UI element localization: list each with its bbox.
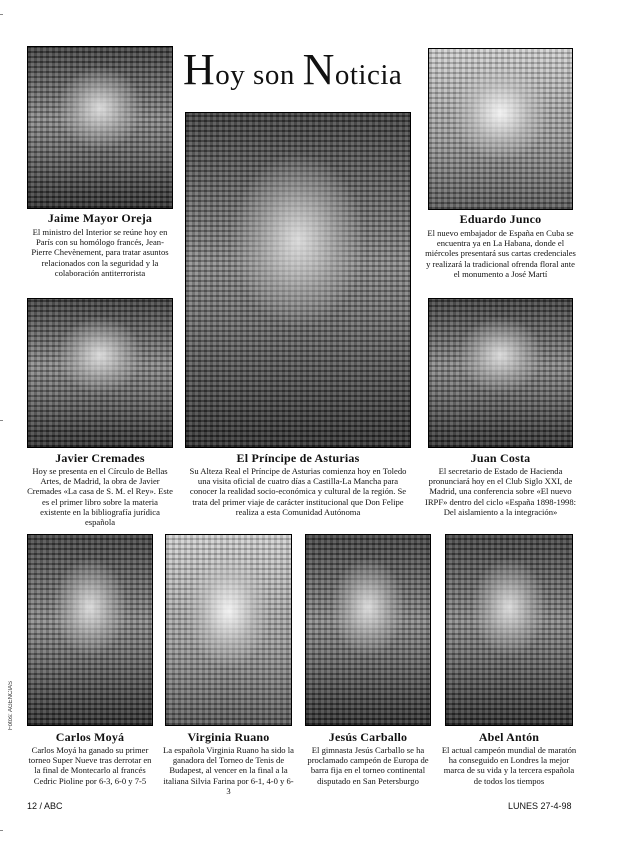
photo-anton — [445, 534, 573, 726]
section-title — [183, 46, 417, 94]
name-costa: Juan Costa — [470, 451, 531, 465]
caption-anton: El actual campeón mundial de maratón ha conseguido en Londres la mejor marca de su vida y la tercera española de todos los tiempos — [441, 745, 577, 786]
name-moya: Carlos Moyá — [55, 730, 125, 744]
caption-ruano: La española Virginia Ruano ha sido la ganadora del Torneo de Tenis de Budapest, al vencer en la final a la italiana Silvia Farina por 6-1, 4-0 y 6-3 — [163, 745, 294, 796]
edge-mark-top — [0, 14, 3, 15]
photo-carballo — [305, 534, 431, 726]
name-mayor-oreja: Jaime Mayor Oreja — [47, 211, 153, 225]
name-carballo: Jesús Carballo — [328, 730, 408, 744]
edge-mark-bottom — [0, 830, 3, 831]
name-principe-asturias: El Príncipe de Asturias — [236, 451, 360, 465]
caption-mayor-oreja: El ministro del Interior se reúne hoy en París con su homólogo francés, Jean-Pierre Chevènement, para tratar asuntos relacionados con la seguridad y la colaboración antiterrorista — [31, 227, 169, 278]
title-part-2: oticia — [334, 59, 403, 91]
photo-moya — [27, 534, 153, 726]
photo-junco — [428, 48, 573, 210]
name-anton: Abel Antón — [478, 730, 540, 744]
caption-cremades: Hoy se presenta en el Círculo de Bellas Artes, de Madrid, la obra de Javier Cremades «La casa de S. M. el Rey». Este es el primer libro sobre la materia existente en la bibliografía jurídica española — [27, 466, 173, 528]
photo-costa — [428, 298, 573, 448]
name-junco: Eduardo Junco — [459, 212, 542, 226]
caption-moya: Carlos Moyá ha ganado su primer torneo Super Nueve tras derrotar en la final de Montecarlo al francés Cedric Pioline por 6-3, 6-0 y 7-5 — [28, 745, 152, 786]
title-part-1: oy son — [215, 59, 303, 91]
photo-mayor-oreja — [27, 46, 173, 209]
name-ruano: Virginia Ruano — [187, 730, 270, 744]
photo-principe-asturias — [185, 112, 411, 448]
edge-mark-mid — [0, 420, 3, 421]
caption-costa: El secretario de Estado de Hacienda pronunciará hoy en el Club Siglo XXI, de Madrid, una conferencia sobre «El nuevo IRPF» dentro del ciclo «España 1898-1998: Del aislamiento a la integración» — [424, 466, 577, 517]
caption-carballo: El gimnasta Jesús Carballo se ha proclamado campeón de Europa de barra fija en el torneo continental disputado en San Petersburgo — [307, 745, 429, 786]
title-initial-n: N — [302, 45, 335, 94]
footer-date: LUNES 27-4-98 — [508, 801, 572, 811]
photo-cremades — [27, 298, 173, 448]
photo-ruano — [165, 534, 292, 726]
footer-page-number: 12 / ABC — [27, 801, 63, 811]
caption-principe-asturias: Su Alteza Real el Príncipe de Asturias comienza hoy en Toledo una visita oficial de cuatro días a Castilla-La Mancha para conocer la realidad socio-económica y cultural de la región. Se trata del primer viaje de carácter institucional que Don Felipe realiza a esta Comunidad Autónoma — [189, 466, 407, 517]
photo-credit: Fotos: AGENCIAS — [8, 680, 14, 730]
caption-junco: El nuevo embajador de España en Cuba se encuentra ya en La Habana, donde el miércoles presentará sus cartas credenciales y realizará la tradicional ofrenda floral ante el monumento a José Martí — [425, 228, 576, 279]
title-initial-h: H — [183, 45, 216, 94]
name-cremades: Javier Cremades — [55, 451, 145, 465]
